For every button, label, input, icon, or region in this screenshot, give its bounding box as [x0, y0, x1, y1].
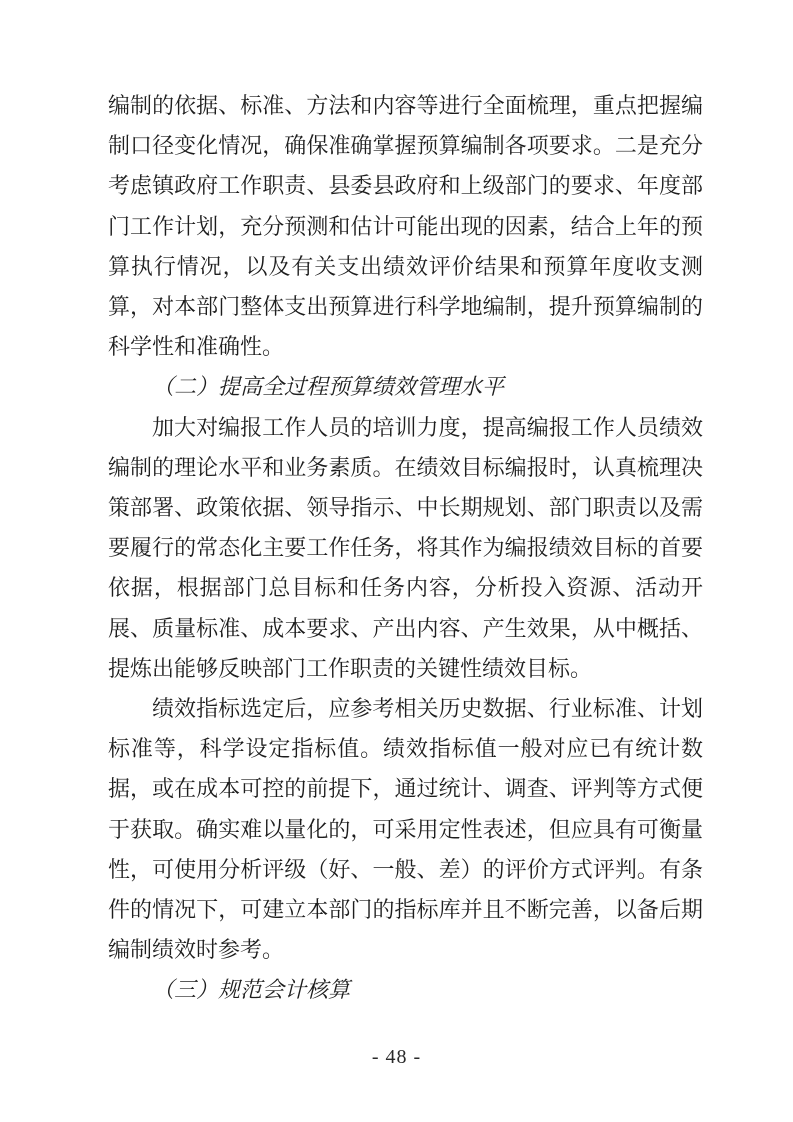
paragraph-performance-training: 加大对编报工作人员的培训力度，提高编报工作人员绩效编制的理论水平和业务素质。在绩效目标编报时，认真梳理决策部署、政策依据、领导指示、中长期规划、部门职责以及需要履行的常态化主要工作任务，将其作为编报绩效目标的首要依据，根据部门总目标和任务内容，分析投入资源、活动开展、质量标准、成本要求、产出内容、产生效果，从中概括、提炼出能够反映部门工作职责的关键性绩效目标。 — [108, 414, 703, 681]
paragraph-budget-compilation: 编制的依据、标准、方法和内容等进行全面梳理，重点把握编制口径变化情况，确保准确掌握预算编制各项要求。二是充分考虑镇政府工作职责、县委县政府和上级部门的要求、年度部门工作计划，充分预测和估计可能出现的因素，结合上年的预算执行情况，以及有关支出绩效评价结果和预算年度收支测算，对本部门整体支出预算进行科学地编制，提升预算编制的科学性和准确性。 — [108, 93, 703, 360]
page-footer — [0, 1046, 793, 1069]
paragraph-indicator-selection: 绩效指标选定后，应参考相关历史数据、行业标准、计划标准等，科学设定指标值。绩效指标值一般对应已有统计数据，或在成本可控的前提下，通过统计、调查、评判等方式便于获取。确实难以量化的，可采用定性表述，但应具有可衡量性，可使用分析评级（好、一般、差）的评价方式评判。有条件的情况下，可建立本部门的指标库并且不断完善，以备后期编制绩效时参考。 — [108, 696, 703, 963]
page-number: - 48 - — [371, 1046, 422, 1068]
section-heading-2-performance-management: （二）提高全过程预算绩效管理水平 — [152, 374, 505, 400]
section-heading-3-accounting-standards: （三）规范会计核算 — [152, 977, 351, 1003]
document-content — [108, 86, 703, 1011]
